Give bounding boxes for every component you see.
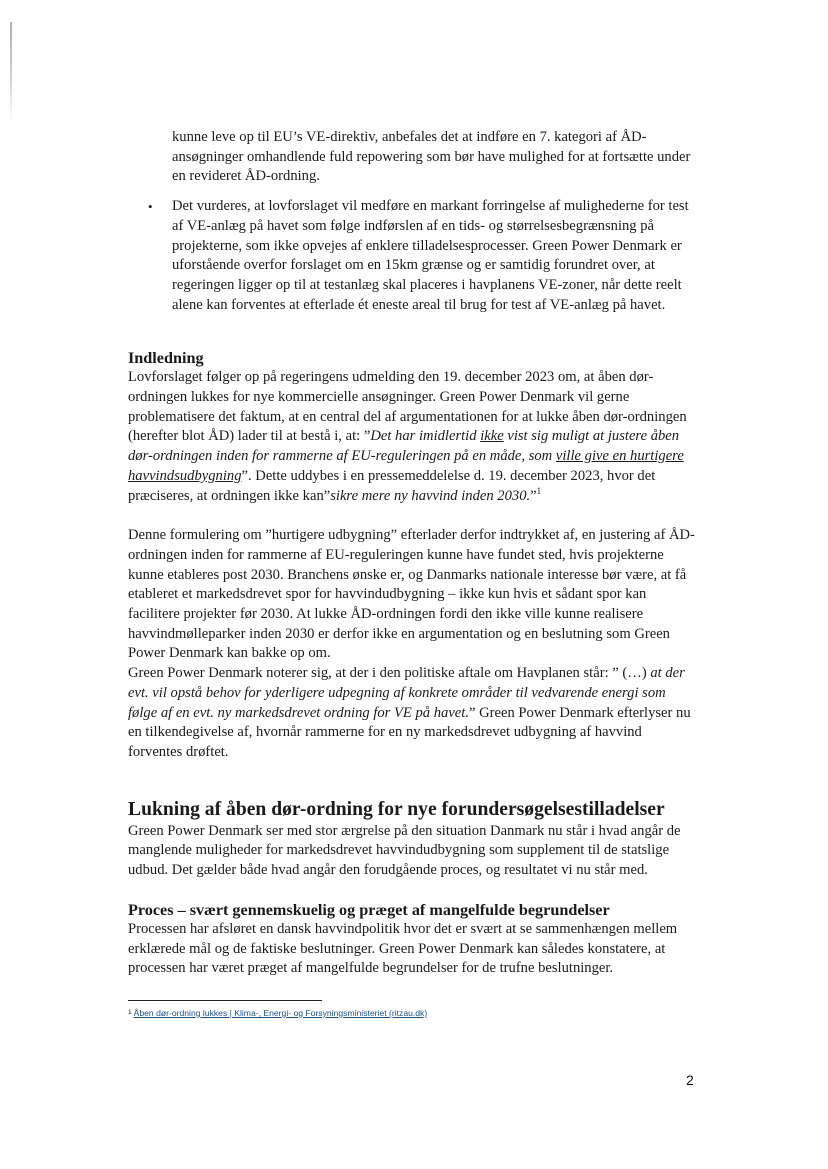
quote-regeringen: Det har imidlertid ikke vist sig muligt at justere åben dør-ordningen inden for rammerne af EU-reguleringen på en måde, som ville give en hurtigere havvindsudbygning — [128, 428, 684, 484]
heading-proces: Proces – svært gennemskuelig og præget af mangelfulde begrundelser — [128, 900, 610, 919]
indledning-paragraph-2: Denne formulering om ”hurtigere udbygning” efterlader derfor indtrykket af, en justering af ÅD-ordningen inden for rammerne af EU-reguleringen kunne have fundet sted, hvis projekterne kunne etableres post 2030. Branchens ønske er, og Danmarks nationale interesse bør være, at få etableret et markedsdrevet spor for havvindudbygning – ikke kun hvis et sådant spor kan facilitere projekter før 2030. At lukke ÅD-ordningen fordi den ikke ville kunne realisere havvindmølleparker inden 2030 er derfor ikke en argumentation og en beslutning som Green Power Denmark kan bakke op om. — [128, 527, 695, 662]
proces-paragraph: Processen har afsløret en dansk havvindpolitik hvor det er svært at se sammenhængen mellem erklærede mål og de faktiske beslutninger. Green Power Denmark kan således konstatere, at processen har været præget af mangelfulde begrundelser for de trufne beslutninger. — [128, 920, 678, 977]
page-number: 2 — [686, 1072, 694, 1088]
bullet-icon: • — [148, 199, 153, 215]
footnote-divider — [128, 1000, 322, 1001]
footnote-reference[interactable]: 1 — [536, 485, 542, 496]
quote-havplanen: at der evt. vil opstå behov for yderligere udpegning af konkrete områder til vedvarende energi som følge af en evt. ny markedsdrevet ordning for VE på havet. — [128, 665, 685, 721]
lukning-paragraph: Green Power Denmark ser med stor ærgrelse på den situation Danmark nu står i hvad angår de manglende muligheder for markedsdrevet havvindudbygning som supplement til de statslige udbud. Det gælder både hvad angår den forudgående proces, og resultatet vi nu står med. — [128, 822, 681, 879]
bullet-item — [128, 197, 696, 315]
footnote-link[interactable]: Åben dør-ordning lukkes | Klima-, Energi- og Forsyningsministeriet (ritzau.dk) — [133, 1007, 428, 1018]
footnote — [128, 1007, 696, 1019]
heading-lukning: Lukning af åben dør-ordning for nye forundersøgelsestilladelser — [128, 798, 665, 820]
document-body — [128, 128, 696, 1019]
quote-pressemeddelelse: sikre mere ny havvind inden 2030. — [330, 487, 531, 504]
footnote-number: 1 — [128, 1008, 132, 1016]
indledning-paragraph-3: Green Power Denmark noterer sig, at der i den politiske aftale om Havplanen står: ” (…) at der evt. vil opstå behov for yderligere udpegning af konkrete områder til vedvarende energi som følge af en evt. ny markedsdrevet ordning for VE på havet.” Green Power Denmark efterlyser nu en tilkendegivelse af, hvornår rammerne for en ny markedsdrevet udbygning af havvind forventes drøftet. — [128, 665, 691, 760]
bullet-text: Det vurderes, at lovforslaget vil medføre en markant forringelse af mulighederne for test af VE-anlæg på havet som følge indførslen af en tids- og størrelsesbegrænsning på projekterne, som ikke opvejes af enklere tilladelsesprocesser. Green Power Denmark er uforstående overfor forslaget om en 15km grænse og er samtidig forundret over, at regeringen ligger op til at testanlæg skal placeres i havplanens VE-zoner, når dette reelt alene kan forventes at efterlade ét eneste areal til brug for test af VE-anlæg på havet. — [172, 198, 689, 313]
bullet-list — [128, 197, 696, 315]
heading-indledning: Indledning — [128, 349, 204, 368]
indledning-paragraph-1: Lovforslaget følger op på regeringens udmelding den 19. december 2023 om, at åben dør-ordningen lukkes for nye kommercielle ansøgninger. Green Power Denmark vil gerne problematisere det faktum, at en central del af argumentationen for at lukke åben dør-ordningen (herefter blot ÅD) lader til at bestå i, at: ”Det har imidlertid ikke vist sig muligt at justere åben dør-ordningen inden for rammerne af EU-reguleringen på en måde, som ville give en hurtigere havvindsudbygning”. Dette uddybes i en pressemeddelelse d. 19. december 2023, hvor det præciseres, at ordningen ikke kan”sikre mere ny havvind inden 2030.”$^1$ — [128, 369, 687, 504]
bullet-continuation: kunne leve op til EU’s VE-direktiv, anbefales det at indføre en 7. kategori af ÅD-ansøgninger omhandlende fuld repowering som bør have mulighed for at fortsætte under en revideret ÅD-ordning. — [172, 129, 691, 185]
scan-artifact — [10, 22, 12, 120]
